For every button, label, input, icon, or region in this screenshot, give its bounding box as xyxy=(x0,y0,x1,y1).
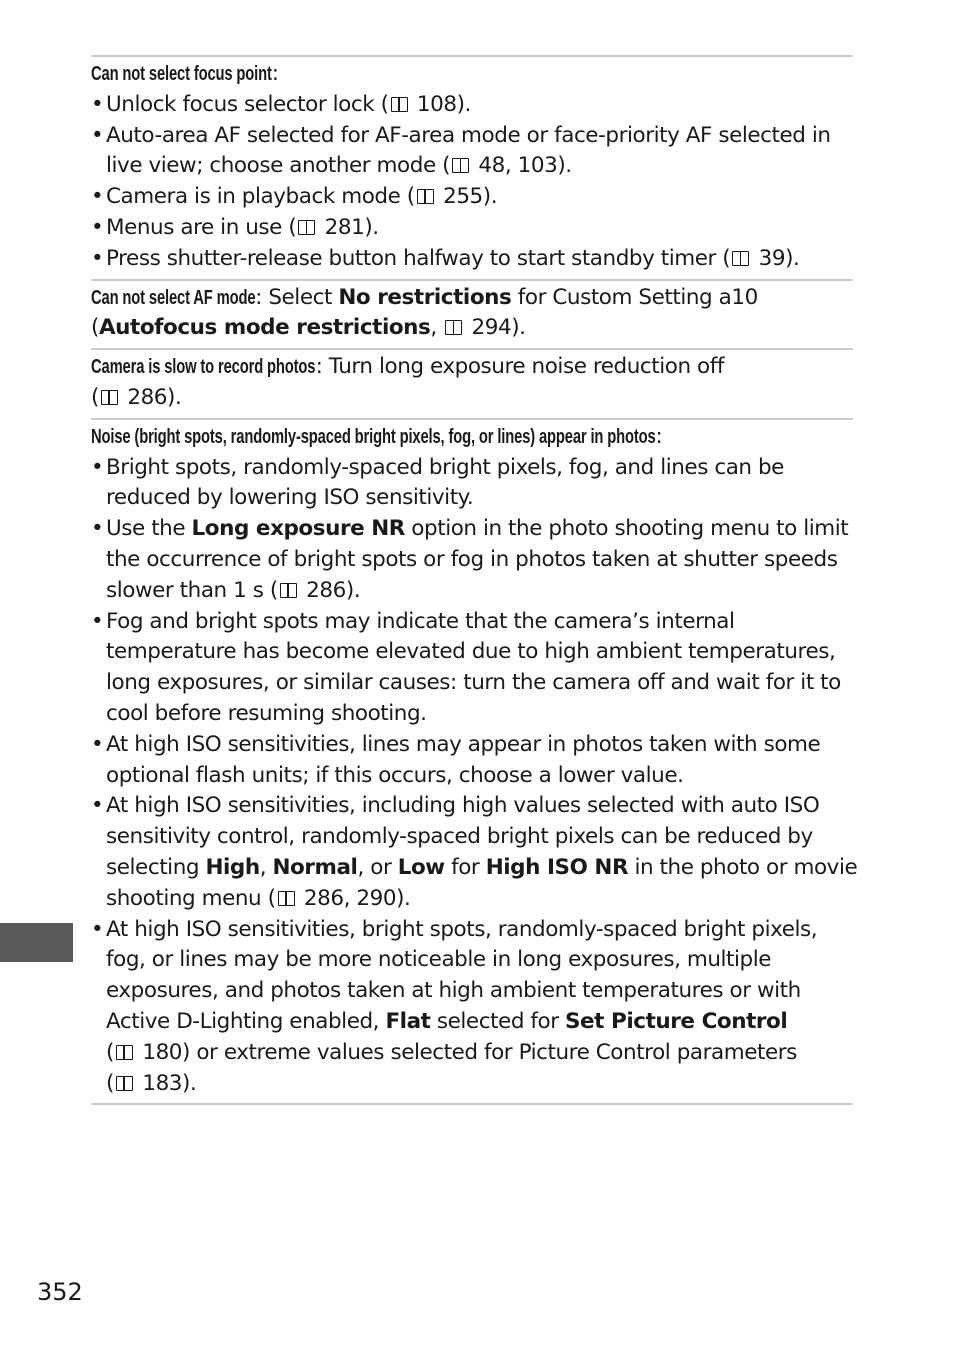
bullet-item: • Menus are in use ( 281). xyxy=(91,213,853,244)
text-line: live view; choose another mode ( 48, 103). xyxy=(106,153,572,179)
page-reference-icon xyxy=(391,97,408,112)
text-line: shooting menu ( 286, 290). xyxy=(106,885,411,911)
bullet-item: • Unlock focus selector lock ( 108). xyxy=(91,90,853,121)
page-reference-icon xyxy=(417,189,434,204)
text-line: ( 180) or extreme values selected for Picture Control parameters xyxy=(106,1039,797,1065)
menu-item-name: Autofocus mode restrictions xyxy=(98,315,431,341)
page-number: 352 xyxy=(37,1278,83,1306)
problem-heading-line: Can not select AF mode: Select No restrictions for Custom Setting a10 xyxy=(91,283,853,314)
text-line: ( 183). xyxy=(106,1070,197,1096)
text-line: Active D-Lighting enabled, Flat selected for Set Picture Control xyxy=(106,1008,788,1034)
menu-item-name: No restrictions xyxy=(338,284,512,310)
problem-heading: Camera is slow to record photos xyxy=(91,355,316,379)
problem-heading-line: Camera is slow to record photos: Turn long exposure noise reduction off xyxy=(91,352,853,383)
text-line: long exposures, or similar causes: turn the camera off and wait for it to xyxy=(106,670,841,696)
menu-item-name: Low xyxy=(397,854,445,880)
page-reference-icon xyxy=(298,220,315,235)
bullet-item: • At high ISO sensitivities, bright spots, randomly-spaced bright pixels, xyxy=(91,915,853,946)
menu-item-name: Normal xyxy=(272,854,358,880)
bullet-item: • Camera is in playback mode ( 255). xyxy=(91,182,853,213)
text-line: exposures, and photos taken at high ambient temperatures or with xyxy=(106,978,801,1004)
problem-heading: Can not select AF mode xyxy=(91,285,256,309)
text-line: slower than 1 s ( 286). xyxy=(106,577,361,603)
troubleshooting-section xyxy=(91,55,858,1105)
page-reference-icon xyxy=(116,1076,133,1091)
bullet-item: • Press shutter-release button halfway to start standby timer ( 39). xyxy=(91,244,853,275)
page-reference-icon xyxy=(452,158,469,173)
page-reference-icon xyxy=(445,320,462,335)
text-line: (Autofocus mode restrictions, 294). xyxy=(91,315,526,341)
text-line: fog, or lines may be more noticeable in long exposures, multiple xyxy=(106,947,772,973)
page-reference-icon xyxy=(732,251,749,266)
problem-heading: Noise (bright spots, randomly-spaced bright pixels, fog, or lines) appear in photos xyxy=(91,424,656,448)
menu-item-name: Flat xyxy=(385,1008,431,1034)
bullet-item: • Use the Long exposure NR option in the photo shooting menu to limit xyxy=(91,514,853,545)
problem-entry xyxy=(91,348,853,418)
page-reference-icon xyxy=(278,891,295,906)
text-line: selecting High, Normal, or Low for High ISO NR in the photo or movie xyxy=(106,854,858,880)
bullet-item: • At high ISO sensitivities, lines may appear in photos taken with some xyxy=(91,730,853,761)
page-reference-icon xyxy=(101,390,118,405)
page-reference-icon xyxy=(280,583,297,598)
bullet-item: • At high ISO sensitivities, including high values selected with auto ISO xyxy=(91,791,853,822)
text-line: the occurrence of bright spots or fog in photos taken at shutter speeds xyxy=(106,546,838,572)
text-line: temperature has become elevated due to high ambient temperatures, xyxy=(106,639,836,665)
text-line: ( 286). xyxy=(91,384,182,410)
text-line: cool before resuming shooting. xyxy=(106,700,427,726)
bullet-item: • Auto-area AF selected for AF-area mode or face-priority AF selected in xyxy=(91,121,853,152)
bullet-item: • Fog and bright spots may indicate that the camera’s internal xyxy=(91,607,853,638)
problem-heading-line: Noise (bright spots, randomly-spaced bright pixels, fog, or lines) appear in photos: xyxy=(91,422,853,453)
page-reference-icon xyxy=(116,1045,133,1060)
bullet-item: • Bright spots, randomly-spaced bright pixels, fog, and lines can be xyxy=(91,453,853,484)
problem-heading: Can not select focus point xyxy=(91,62,272,85)
menu-item-name: High xyxy=(205,854,260,880)
menu-item-name: High ISO NR xyxy=(485,854,629,880)
menu-item-name: Long exposure NR xyxy=(191,516,405,542)
problem-heading-line: Can not select focus point: xyxy=(91,59,853,90)
text-line: reduced by lowering ISO sensitivity. xyxy=(106,485,474,511)
problem-entry xyxy=(91,279,853,349)
text-line: sensitivity control, randomly-spaced bright pixels can be reduced by xyxy=(106,824,813,850)
problem-entry xyxy=(91,418,858,1106)
problem-entry xyxy=(91,55,853,279)
menu-item-name: Set Picture Control xyxy=(565,1008,788,1034)
chapter-tab xyxy=(0,923,73,962)
text-line: optional flash units; if this occurs, choose a lower value. xyxy=(106,762,684,788)
